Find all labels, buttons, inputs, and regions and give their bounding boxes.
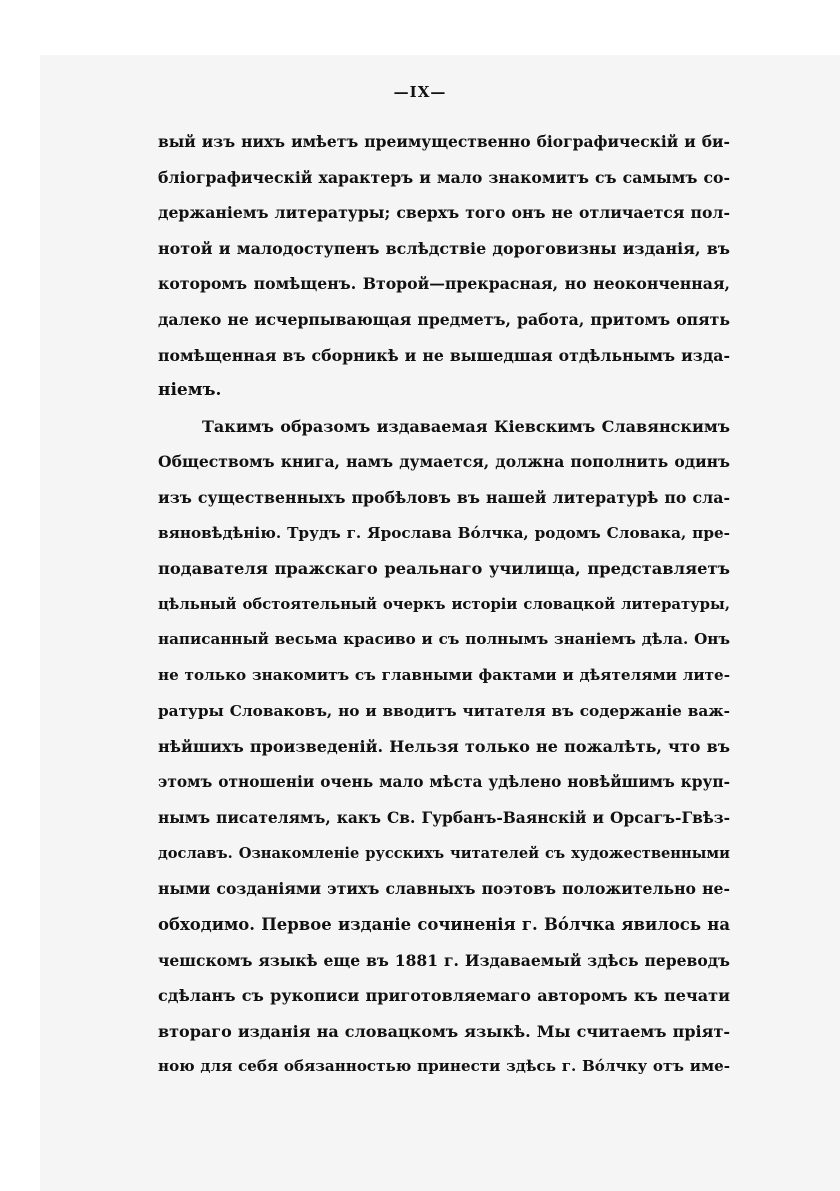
text-line: цѣльный обстоятельный очеркъ исторіи словацкой литературы,: [158, 595, 730, 613]
text-line: нымъ писателямъ, какъ Св. Гурбанъ-Ваянскій и Орсагъ-Гвѣз-: [158, 808, 730, 828]
text-line: вяновѣдѣнію. Трудъ г. Ярослава Вóлчка, родомъ Словака, пре-: [158, 523, 730, 542]
text-line: дославъ. Ознакомленіе русскихъ читателей съ художественными: [158, 844, 730, 862]
text-line: бліографическій характеръ и мало знакомитъ съ самымъ со-: [158, 167, 730, 187]
text-line: обходимо. Первое изданіе сочиненія г. Вóлчка явилось на: [158, 915, 730, 935]
text-line: помѣщенная въ сборникѣ и не вышедшая отдѣльнымъ изда-: [158, 345, 730, 365]
text-line: нотой и малодоступенъ вслѣдствіе дороговизны изданія, въ: [158, 238, 730, 258]
text-line: чешскомъ языкѣ еще въ 1881 г. Издаваемый здѣсь переводъ: [158, 950, 730, 970]
text-line: подавателя пражскаго реальнаго училища, представляетъ: [158, 559, 730, 579]
body-text: [158, 124, 730, 1085]
text-line: вый изъ нихъ имѣетъ преимущественно біографическій и би-: [158, 132, 730, 151]
page-number: —IX—: [393, 83, 447, 101]
paragraph-2: [158, 409, 730, 1085]
text-line: ратуры Словаковъ, но и вводитъ читателя въ содержаніе важ-: [158, 701, 730, 720]
text-line: изъ существенныхъ пробѣловъ въ нашей литературѣ по сла-: [158, 487, 730, 507]
text-line: ною для себя обязанностью принести здѣсь г. Вóлчку отъ име-: [158, 1057, 730, 1076]
text-line: которомъ помѣщенъ. Второй—прекрасная, но неоконченная,: [158, 274, 730, 294]
text-line: написанный весьма красиво и съ полнымъ знаніемъ дѣла. Онъ: [158, 630, 730, 649]
text-line: держаніемъ литературы; сверхъ того онъ не отличается пол-: [158, 203, 730, 223]
text-line: ніемъ.: [158, 380, 222, 401]
text-line: Обществомъ книга, намъ думается, должна пополнить одинъ: [158, 452, 730, 472]
text-line: далеко не исчерпывающая предметъ, работа, притомъ опять: [158, 309, 730, 329]
text-line: не только знакомитъ съ главными фактами и дѣятелями лите-: [158, 665, 730, 684]
text-line: этомъ отношеніи очень мало мѣста удѣлено новѣйшимъ круп-: [158, 772, 730, 791]
text-line: втораго изданія на словацкомъ языкѣ. Мы считаемъ пріят-: [158, 1021, 730, 1041]
text-line: нѣйшихъ произведеній. Нельзя только не пожалѣть, что въ: [158, 737, 730, 757]
paragraph-1: [158, 124, 730, 409]
text-line: Такимъ образомъ издаваемая Кіевскимъ Славянскимъ: [202, 416, 730, 436]
text-line: ными созданіями этихъ славныхъ поэтовъ положительно не-: [158, 879, 730, 899]
text-line: сдѣланъ съ рукописи приготовляемаго авторомъ къ печати: [158, 986, 730, 1006]
